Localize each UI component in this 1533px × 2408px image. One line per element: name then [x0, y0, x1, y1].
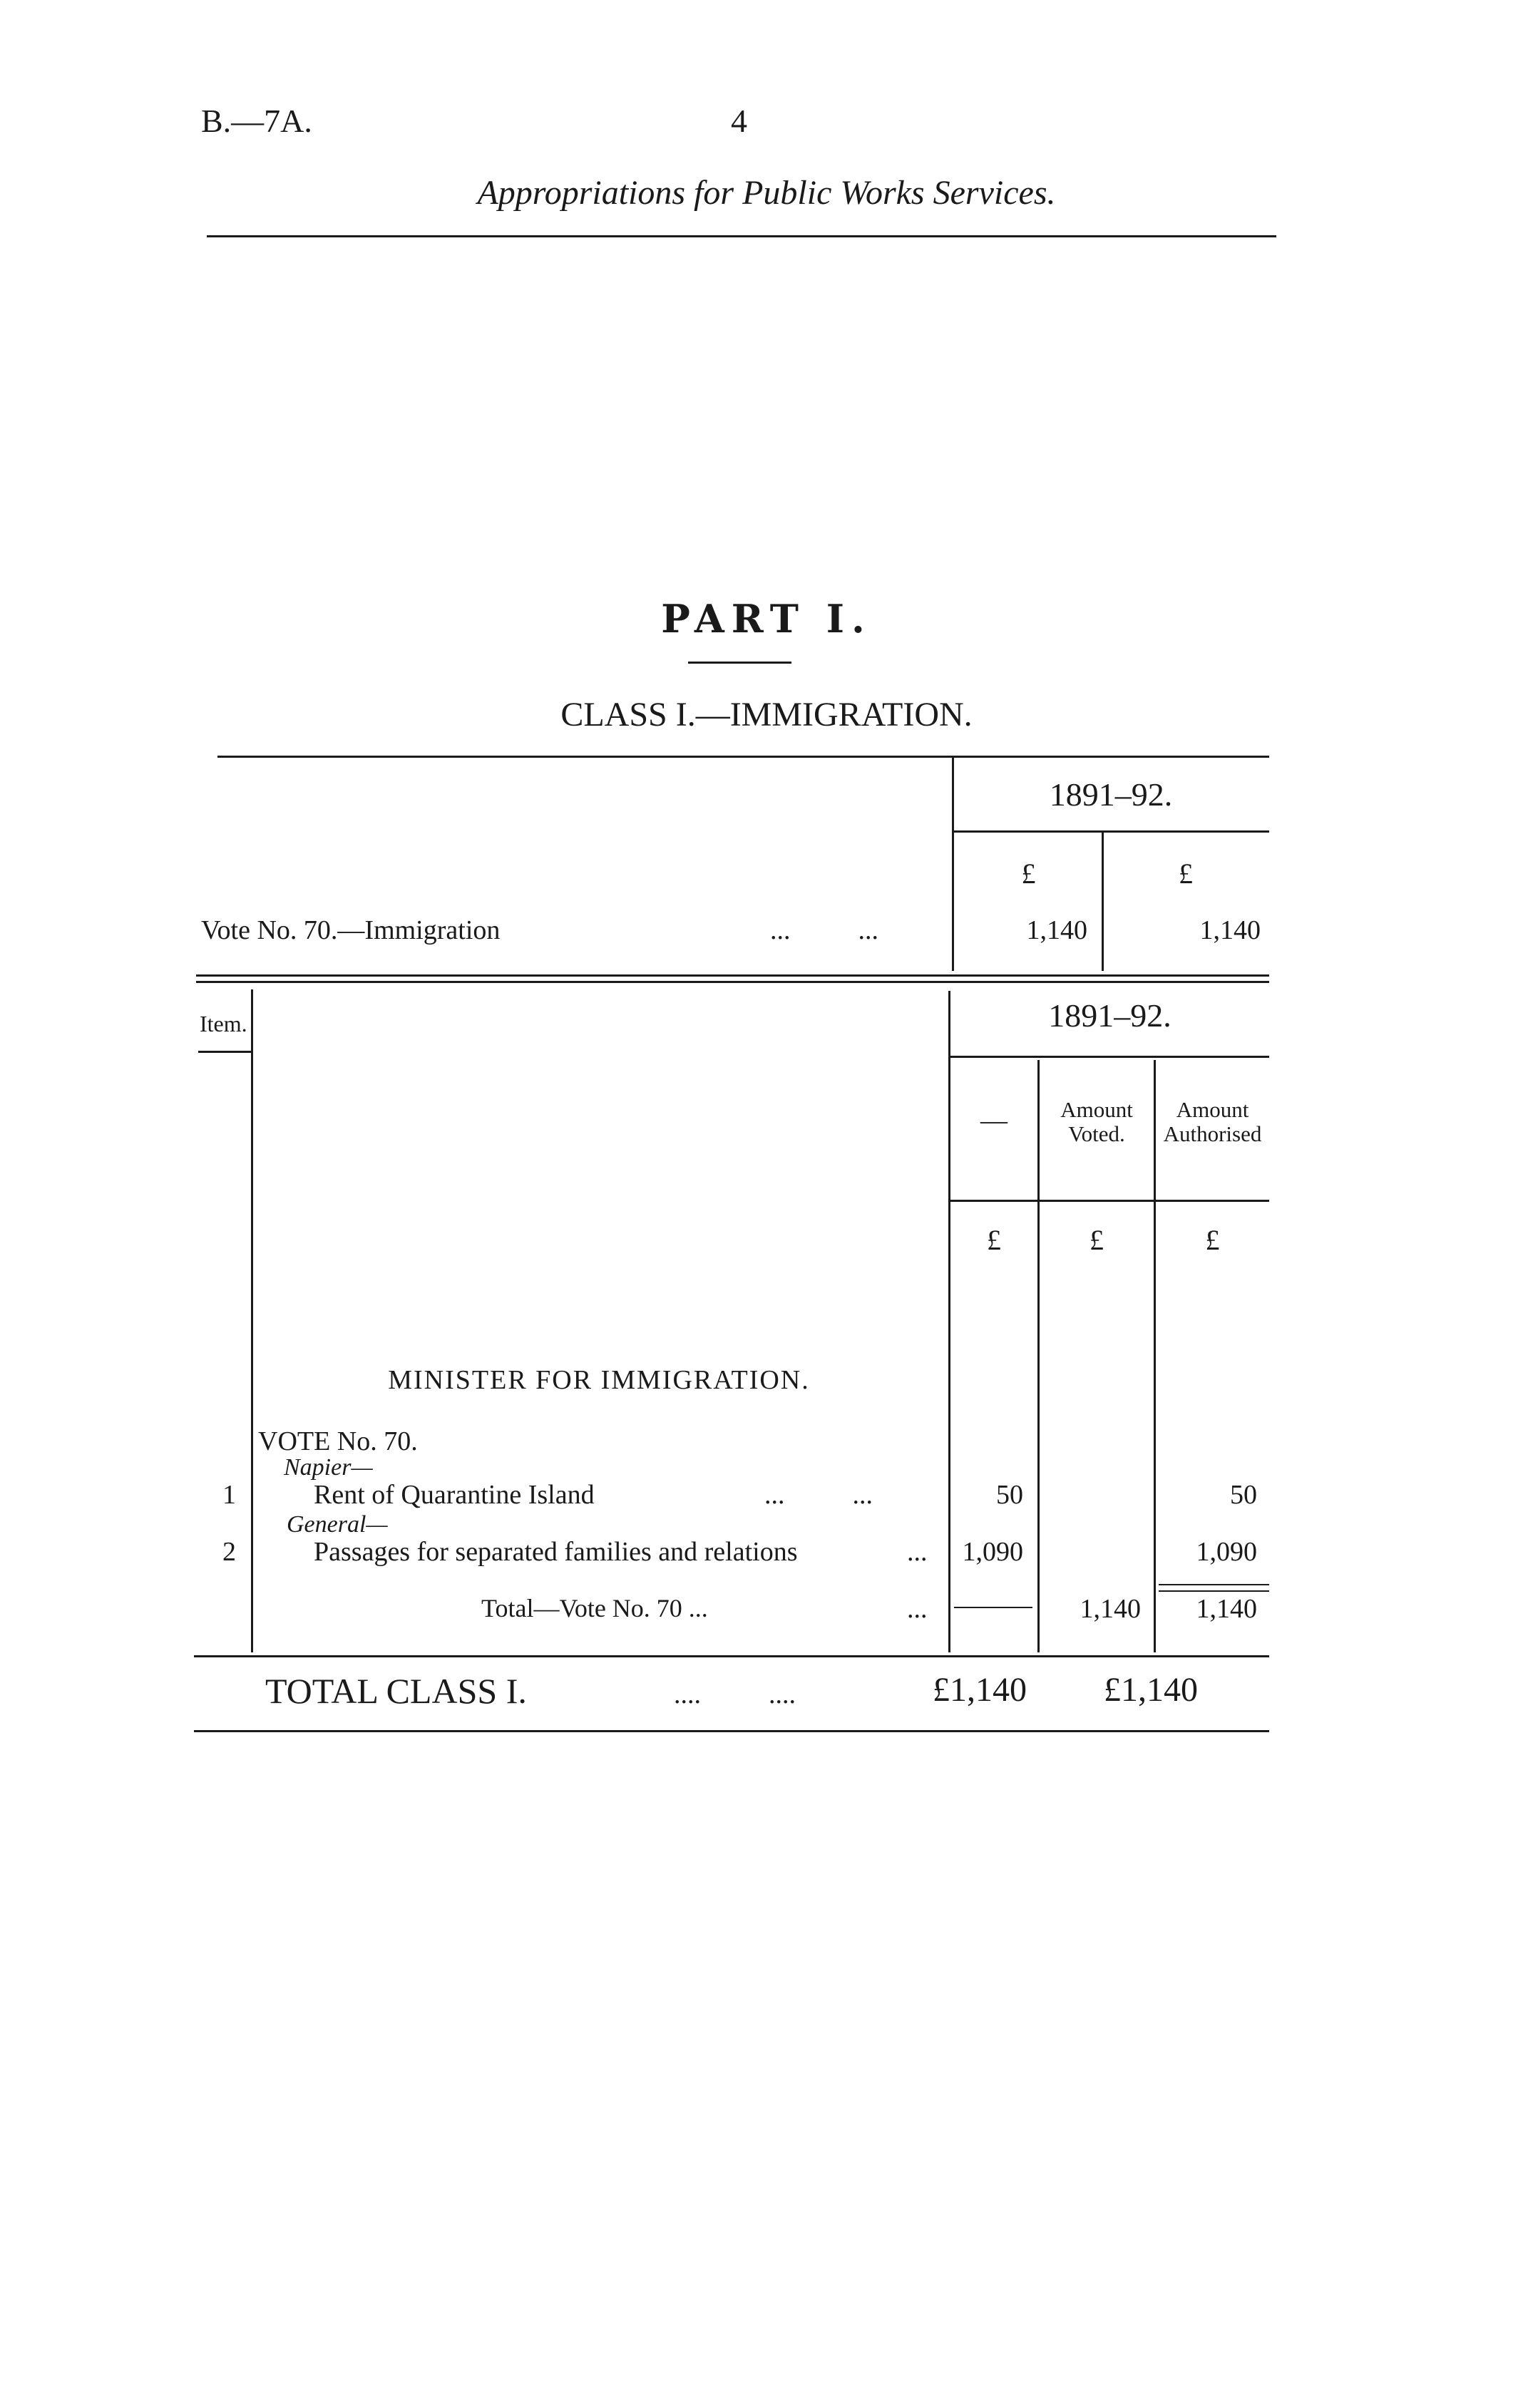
part-heading: PART I. — [661, 596, 872, 642]
header-rule — [207, 235, 1276, 237]
vote-total-voted: 1,140 — [1080, 1594, 1141, 1624]
amount-authorised-header-line2: Authorised — [1163, 1121, 1262, 1146]
page-number: 4 — [731, 103, 747, 139]
document-reference: B.—7A. — [201, 103, 312, 139]
col3-sum-rule-2 — [1159, 1590, 1269, 1592]
col3-sum-rule-1 — [1159, 1584, 1269, 1585]
section-title: MINISTER FOR IMMIGRATION. — [388, 1365, 810, 1395]
detail-bottom-rule — [194, 1655, 1269, 1657]
col1-header: — — [980, 1106, 1008, 1136]
grand-total-authorised: £1,140 — [1104, 1671, 1198, 1709]
page-title: Appropriations for Public Works Services. — [477, 174, 1056, 212]
amount-authorised-header — [1156, 1098, 1269, 1146]
row-2-dots: ... — [907, 1537, 928, 1567]
col1-col2-divider — [1037, 1060, 1040, 1652]
grand-total-voted: £1,140 — [933, 1671, 1027, 1709]
vote-total-authorised: 1,140 — [1196, 1594, 1257, 1624]
summary-value-1: 1,140 — [1026, 915, 1087, 945]
amount-voted-header-line2: Voted. — [1068, 1121, 1125, 1146]
summary-unit-1: £ — [1021, 858, 1036, 890]
row-1-dots: ... ... — [764, 1480, 873, 1510]
summary-year-header: 1891–92. — [1049, 776, 1173, 813]
summary-bottom-rule-2 — [196, 981, 1269, 983]
vote-total-dots: ... — [907, 1594, 928, 1624]
row-1-col3: 50 — [1230, 1480, 1257, 1510]
item-header-rule — [198, 1051, 251, 1053]
summary-top-rule — [217, 756, 1269, 758]
grand-total-label: TOTAL CLASS I. — [265, 1671, 527, 1711]
item-column-divider — [251, 989, 253, 1652]
summary-unit-2: £ — [1179, 858, 1193, 890]
summary-vote-label: Vote No. 70.—Immigration — [201, 915, 501, 945]
row-2-item: 2 — [222, 1537, 236, 1567]
row-1-item: 1 — [222, 1480, 236, 1510]
detail-year-rule — [950, 1056, 1269, 1058]
vote-label: VOTE No. 70. — [258, 1426, 418, 1456]
row-2-description: Passages for separated families and relations — [314, 1537, 798, 1567]
col1-sum-rule — [954, 1607, 1032, 1608]
row-2-col3: 1,090 — [1196, 1537, 1257, 1567]
amount-column-divider — [948, 991, 950, 1652]
grand-total-bottom-rule — [194, 1730, 1269, 1732]
amount-voted-header — [1040, 1098, 1154, 1146]
amount-voted-header-line1: Amount — [1060, 1097, 1133, 1122]
row-2-col1: 1,090 — [962, 1537, 1023, 1567]
row-2-subhead: General— — [287, 1511, 388, 1538]
summary-mid-divider — [1102, 833, 1104, 971]
summary-year-rule — [954, 830, 1269, 833]
unit-col2: £ — [1089, 1224, 1104, 1256]
amount-authorised-header-line1: Amount — [1176, 1097, 1249, 1122]
grand-total-dots: .... .... — [674, 1679, 796, 1709]
summary-value-2: 1,140 — [1199, 915, 1261, 945]
part-rule — [688, 662, 791, 664]
summary-bottom-rule-1 — [196, 974, 1269, 977]
class-heading: CLASS I.—IMMIGRATION. — [560, 696, 973, 734]
unit-col1: £ — [987, 1224, 1001, 1256]
vote-total-label: Total—Vote No. 70 ... — [481, 1594, 708, 1622]
item-header: Item. — [200, 1011, 247, 1036]
summary-leader-dots: ... ... — [770, 915, 878, 945]
row-1-description: Rent of Quarantine Island — [314, 1480, 595, 1510]
detail-year-header: 1891–92. — [1048, 997, 1171, 1034]
column-header-rule — [950, 1200, 1269, 1202]
row-1-col1: 50 — [996, 1480, 1023, 1510]
unit-col3: £ — [1205, 1224, 1220, 1256]
row-1-subhead: Napier— — [284, 1454, 373, 1481]
